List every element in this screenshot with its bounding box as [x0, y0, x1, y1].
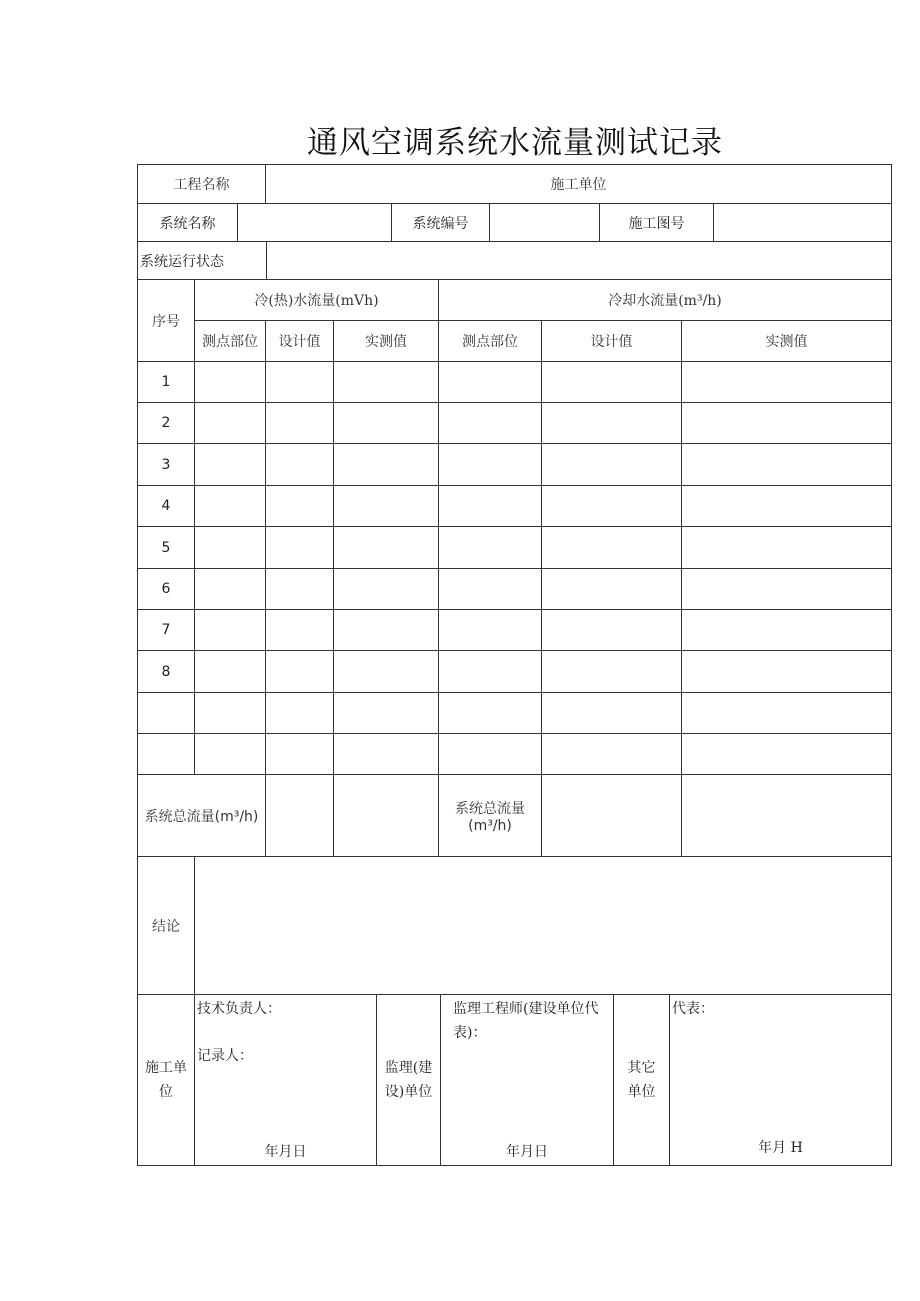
hot-point-cell[interactable] [195, 569, 266, 610]
hot-design-cell[interactable] [266, 610, 334, 651]
cool-measured-cell[interactable] [682, 527, 892, 569]
row-seq [138, 693, 195, 734]
hot-design-header [266, 321, 334, 362]
table-row [138, 693, 892, 734]
tech-lead-label: 技术负责人： [197, 1001, 281, 1017]
conclusion-field[interactable] [195, 857, 892, 995]
hot-measured-header [334, 321, 439, 362]
cool-total-design-cell[interactable] [542, 775, 682, 857]
cool-point-cell[interactable] [439, 444, 542, 486]
table-row [138, 444, 892, 486]
construction-unit-cell[interactable] [266, 165, 892, 204]
cooling-water-group-header: 冷却水流量(m³/h) [439, 280, 892, 321]
representative-label: 代表： [672, 1001, 714, 1017]
table-row [138, 362, 892, 403]
page-title: 通风空调系统水流量测试记录 [307, 125, 723, 161]
hot-total-measured-cell[interactable] [334, 775, 439, 857]
cool-total-measured-cell[interactable] [682, 775, 892, 857]
cool-point-cell[interactable] [439, 610, 542, 651]
row-seq: 4 [138, 486, 195, 527]
cool-design-cell[interactable] [542, 527, 682, 569]
hot-point-cell[interactable] [195, 734, 266, 775]
cool-design-cell[interactable] [542, 486, 682, 527]
supervision-unit-label-cell [377, 995, 441, 1165]
run-state-label: 系统运行状态 [138, 242, 267, 279]
cool-total-label: 系统总流量(m³/h) [439, 775, 542, 857]
hot-design-cell[interactable] [266, 527, 334, 569]
row-seq: 1 [138, 362, 195, 403]
drawing-no-field[interactable] [714, 204, 891, 241]
cool-measured-cell[interactable] [682, 362, 892, 403]
cool-design-cell[interactable] [542, 610, 682, 651]
table-row [138, 734, 892, 775]
system-row [138, 204, 892, 242]
cool-measured-header [682, 321, 892, 362]
row-seq: 7 [138, 610, 195, 651]
hot-measured-cell[interactable] [334, 403, 439, 444]
table-row [138, 610, 892, 651]
cool-measured-cell[interactable] [682, 403, 892, 444]
table-row [138, 527, 892, 569]
table-row [138, 403, 892, 444]
hot-design-cell[interactable] [266, 403, 334, 444]
date-2: 年月日 [506, 1144, 548, 1160]
construction-unit-label: 施工单位 [550, 177, 607, 193]
cool-design-cell[interactable] [542, 362, 682, 403]
project-name-label: 工程名称 [138, 165, 266, 204]
hot-point-text: 测点部位 [202, 334, 258, 350]
cool-design-text: 设计值 [590, 334, 633, 350]
cool-design-cell[interactable] [542, 444, 682, 486]
hot-design-cell[interactable] [266, 362, 334, 403]
cool-point-cell[interactable] [439, 569, 542, 610]
table-row [138, 486, 892, 527]
cool-measured-text: 实测值 [765, 334, 808, 350]
supervisor-label: 监理工程师(建设单位代表)： [453, 1001, 599, 1041]
cool-design-cell[interactable] [542, 651, 682, 693]
run-state-row [138, 242, 892, 280]
table-row [138, 569, 892, 610]
cool-measured-cell[interactable] [682, 486, 892, 527]
cool-point-cell[interactable] [439, 651, 542, 693]
hot-design-cell[interactable] [266, 569, 334, 610]
conclusion-row [138, 857, 892, 995]
hot-point-cell[interactable] [195, 693, 266, 734]
hot-measured-cell[interactable] [334, 651, 439, 693]
hot-measured-cell[interactable] [334, 569, 439, 610]
hot-measured-cell[interactable] [334, 527, 439, 569]
hot-point-cell[interactable] [195, 486, 266, 527]
cool-measured-cell[interactable] [682, 569, 892, 610]
hot-point-header [195, 321, 266, 362]
supervision-unit-label: 监理(建设)单位 [384, 1060, 433, 1100]
date-1: 年月日 [264, 1144, 307, 1160]
hot-water-group-header: 冷(热)水流量(mVh) [195, 280, 439, 321]
system-name-label: 系统名称 [138, 204, 238, 241]
cool-design-cell[interactable] [542, 693, 682, 734]
row-seq: 2 [138, 403, 195, 444]
cool-point-cell[interactable] [439, 693, 542, 734]
cool-point-header [439, 321, 542, 362]
system-no-label: 系统编号 [392, 204, 490, 241]
cool-point-cell[interactable] [439, 362, 542, 403]
drawing-no-label: 施工图号 [600, 204, 714, 241]
cool-point-cell[interactable] [439, 403, 542, 444]
run-state-field[interactable] [267, 242, 891, 279]
hot-total-design-cell[interactable] [266, 775, 334, 857]
hot-total-label: 系统总流量(m³/h) [138, 775, 266, 857]
hot-point-cell[interactable] [195, 444, 266, 486]
cool-point-cell[interactable] [439, 527, 542, 569]
hot-point-cell[interactable] [195, 527, 266, 569]
hot-design-text: 设计值 [278, 334, 321, 350]
hot-measured-text: 实测值 [365, 334, 407, 350]
hot-design-cell[interactable] [266, 651, 334, 693]
conclusion-label: 结论 [138, 857, 195, 995]
row-seq [138, 734, 195, 775]
construction-unit-sign-label-cell [138, 995, 195, 1165]
signature-row [138, 995, 892, 1166]
hot-point-cell[interactable] [195, 651, 266, 693]
row-seq: 6 [138, 569, 195, 610]
cool-design-cell[interactable] [542, 734, 682, 775]
cool-point-text: 测点部位 [462, 334, 518, 350]
hot-design-cell[interactable] [266, 734, 334, 775]
group-header-row [138, 280, 892, 321]
cool-measured-cell[interactable] [682, 610, 892, 651]
sub-header-row [138, 321, 892, 362]
hot-measured-cell[interactable] [334, 486, 439, 527]
hot-design-cell[interactable] [266, 444, 334, 486]
row-seq: 8 [138, 651, 195, 693]
construction-sign-block[interactable] [195, 995, 377, 1165]
hot-design-cell[interactable] [266, 693, 334, 734]
data-rows [138, 362, 892, 775]
hot-measured-cell[interactable] [334, 362, 439, 403]
cool-design-cell[interactable] [542, 569, 682, 610]
cool-measured-cell[interactable] [682, 693, 892, 734]
seq-header: 序号 [138, 280, 195, 362]
flow-test-form [137, 164, 892, 1166]
table-row [138, 651, 892, 693]
hot-design-cell[interactable] [266, 486, 334, 527]
hot-measured-cell[interactable] [334, 610, 439, 651]
cool-design-cell[interactable] [542, 403, 682, 444]
hot-point-cell[interactable] [195, 362, 266, 403]
system-name-field[interactable] [238, 204, 392, 241]
other-sign-block[interactable] [670, 995, 891, 1165]
other-unit-label-cell [614, 995, 670, 1165]
cool-point-cell[interactable] [439, 734, 542, 775]
row-seq: 5 [138, 527, 195, 569]
cool-measured-cell[interactable] [682, 734, 892, 775]
row-seq: 3 [138, 444, 195, 486]
project-row [138, 165, 892, 204]
hot-point-cell[interactable] [195, 403, 266, 444]
hot-point-cell[interactable] [195, 610, 266, 651]
hot-measured-cell[interactable] [334, 693, 439, 734]
cool-measured-cell[interactable] [682, 651, 892, 693]
hot-measured-cell[interactable] [334, 444, 439, 486]
other-unit-label: 其它单位 [627, 1060, 656, 1100]
recorder-label: 记录人： [197, 1048, 253, 1064]
totals-row [138, 775, 892, 857]
cool-measured-cell[interactable] [682, 444, 892, 486]
supervision-sign-block[interactable] [441, 995, 614, 1165]
cool-design-header [542, 321, 682, 362]
hot-measured-cell[interactable] [334, 734, 439, 775]
construction-unit-sign-label: 施工单位 [145, 1060, 187, 1100]
date-3: 年月 H [758, 1140, 803, 1156]
system-no-field[interactable] [490, 204, 600, 241]
cool-point-cell[interactable] [439, 486, 542, 527]
